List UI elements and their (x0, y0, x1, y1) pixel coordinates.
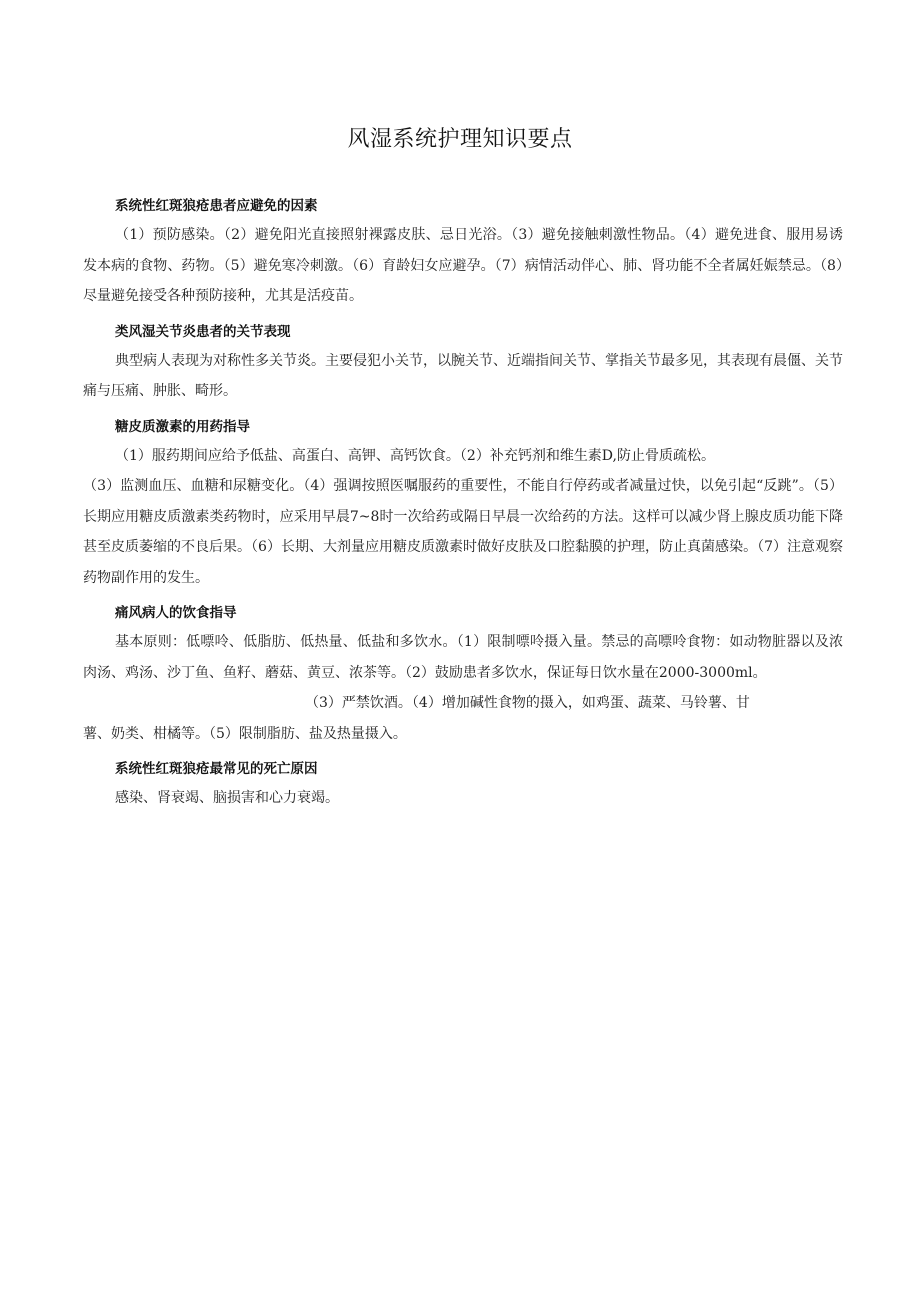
section-body-glucocorticoid-rest: （3）监测血压、血糖和尿糖变化。（4）强调按照医嘱服药的重要性，不能自行停药或者减量过快，以免引起“反跳”。（5）长期应用糖皮质激素类药物时，应采用早晨7~8时一次给药或隔日早晨一次给药的方法。这样可以减少肾上腺皮质功能下降甚至皮质萎缩的不良后果。（6）长期、大剂量应用糖皮质激素时做好皮肤及口腔黏膜的护理，防止真菌感染。（7）注意观察药物副作用的发生。 (83, 478, 843, 586)
section-heading-glucocorticoid: 糖皮质激素的用药指导 (115, 418, 250, 435)
section-body-gout-diet-part2: （3）严禁饮酒。（4）增加碱性食物的摄入，如鸡蛋、蔬菜、马铃薯、甘 (305, 695, 750, 711)
section-heading-sle-avoid: 系统性红斑狼疮患者应避免的因素 (115, 198, 318, 214)
section-body-ra-joints: 典型病人表现为对称性多关节炎。主要侵犯小关节，以腕关节、近端指间关节、掌指关节最多见，其表现有晨僵、关节痛与压痛、肿胀、畸形。 (83, 352, 843, 399)
section-heading-gout-diet: 痛风病人的饮食指导 (115, 605, 237, 621)
section-body-sle-death: 感染、肾衰竭、脑损害和心力衰竭。 (115, 790, 339, 806)
section-body-sle-avoid: （1）预防感染。（2）避免阳光直接照射裸露皮肤、忌日光浴。（3）避免接触刺激性物品。（4）避免进食、服用易诱发本病的食物、药物。（5）避免寒冷刺激。（6）育龄妇女应避孕。（7）病情活动伴心、肺、肾功能不全者属妊娠禁忌。（8）尽量避免接受各种预防接种，尤其是活疫苗。 (83, 227, 843, 304)
section-heading-sle-death: 系统性红斑狼疮最常见的死亡原因 (115, 761, 318, 777)
document-title: 风湿系统护理知识要点 (347, 127, 573, 152)
section-body-gout-diet-part3: 薯、奶类、柑橘等。（5）限制脂肪、盐及热量摄入。 (83, 725, 407, 742)
section-body-gout-diet-part1: 基本原则：低嘌呤、低脂肪、低热量、低盐和多饮水。（1）限制嘌呤摄入量。禁忌的高嘌呤食物：如动物脏器以及浓肉汤、鸡汤、沙丁鱼、鱼籽、蘑菇、黄豆、浓茶等。（2）鼓励患者多饮水，保证每日饮水量在2000-3000ml。 (83, 634, 843, 681)
section-heading-ra-joints: 类风湿关节炎患者的关节表现 (115, 323, 291, 340)
document-content (83, 192, 843, 820)
section-body-glucocorticoid-line1: （1）服药期间应给予低盐、高蛋白、高钾、高钙饮食。（2）补充钙剂和维生素D,防止骨质疏松。 (115, 447, 715, 464)
